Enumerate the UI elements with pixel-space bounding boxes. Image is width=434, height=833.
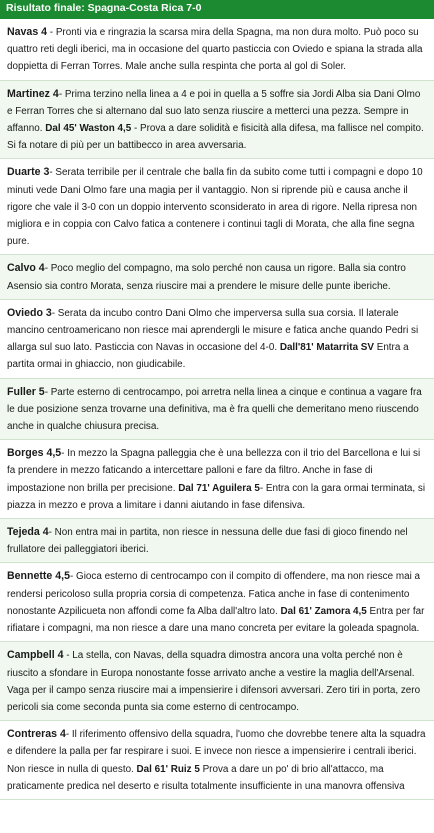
player-comment: - Pronti via e ringrazia la scarsa mira della Spagna, ma non dura molto. Può poco su quattro reti degli iberici, ma in occasione del quarto pasticcia con Oviedo e spiana la strada alla doppietta di Ferran Torres. Male anche sulla respinta che porta al gol di Soler.	[7, 27, 423, 73]
player-name-rating: Contreras 4	[7, 728, 66, 741]
player-comment: - Gioca esterno di centrocampo con il compito di offendere, ma non riesce mai a rendersi pericoloso sulla propria corsia di competenza. Fatica anche in fase di contenimento nonostante Azpilicueta non affondi come fa Alba dall'altro lato.	[7, 571, 421, 617]
player-comment: - Serata terribile per il centrale che balla fin da subito come tutti i compagni e dopo 10 minuti vede Dani Olmo fare una magia per il vantaggio. Non si riprende più e causa anche il rigore che vale il 3-0 con un doppio intervento sconsiderato in area di rigore. Nella ripresa non migliora e in coppia con Calvo fatica a contenere i continui tagli di Morata, che alla fine segna pure.	[7, 167, 423, 248]
player-comment: - Parte esterno di centrocampo, poi arretra nella linea a cinque e continua a vagare fra le due posizione senza trovarne una definitiva, ma è fra quelli che demeritano meno riuscendo anche in qualche chiusura precisa.	[7, 386, 422, 433]
substitute-name-rating: Dal 71' Aguilera 5	[178, 482, 260, 494]
player-comment: - Poco meglio del compagno, ma solo perché non causa un rigore. Balla sia contro Asensio sia contro Morata, senza riuscire mai a prendere le misure delle punte iberiche.	[7, 263, 406, 292]
player-rating-item	[0, 440, 434, 519]
player-rating-item	[0, 159, 434, 255]
player-name-rating: Oviedo 3	[7, 306, 52, 319]
player-rating-item	[0, 379, 434, 441]
substitute-comment: Entra a partita ormai in ghiaccio, non giudicabile.	[7, 342, 409, 371]
player-rating-item	[0, 642, 434, 721]
player-name-rating: Campbell 4	[7, 649, 64, 662]
player-comment: - Il riferimento offensivo della squadra, l'uomo che dovrebbe tenere alta la squadra e difendere la palla per far respirare i suoi. E invece non riesce a impensierire i centrali iberici. Non riesce in nulla di questo.	[7, 729, 426, 775]
substitute-name-rating: Dall'81' Matarrita SV	[279, 342, 374, 354]
player-rating-item	[0, 519, 434, 563]
player-rating-item	[0, 81, 434, 160]
substitute-name-rating: Dal 61' Zamora 4,5	[280, 605, 367, 617]
player-name-rating: Fuller 5	[7, 385, 45, 398]
substitute-comment: Prova a dare un po' di brio all'attacco, ma praticamente predica nel deserto e risulta totalmente insufficiente in una manovra offensiva	[7, 763, 405, 792]
player-rating-item	[0, 255, 434, 299]
player-rating-item	[0, 563, 434, 642]
player-name-rating: Navas 4	[7, 26, 48, 38]
player-comment: - Serata da incubo contro Dani Olmo che imperversa sulla sua corsia. Il laterale mancino centroamericano non riesce mai aprendergli le misure e fatica anche quando Pedri si allarga sul suo lato. Pasticcia con Navas in occasione del 4-0.	[7, 307, 419, 354]
player-comment: - In mezzo la Spagna palleggia che è una bellezza con il trio del Barcellona e lui si fa prendere in mezzo faticando a intercettare palloni e fare da filtro. Anche in fase di impostazione non brilla per precisione.	[7, 448, 421, 494]
player-comment: - La stella, con Navas, della squadra dimostra ancora una volta perché non è riuscito a sfondare in Europa nonostante fosse arrivato anche a vestire la maglia dell'Arsenal. Vaga per il campo senza riuscire mai a impensierire i difensori avversari. Zero tiri in porta, zero pericoli sia come seconda punta sia come esterno di centrocampo.	[7, 650, 421, 713]
player-name-rating: Tejeda 4	[7, 526, 49, 539]
player-name-rating: Martinez 4	[7, 87, 59, 100]
player-name-rating: Duarte 3	[7, 166, 50, 179]
substitute-comment: - Entra con la gara ormai terminata, si piazza in mezzo e prova a limitare i danni aiutando in fase difensiva.	[7, 482, 426, 511]
substitute-name-rating: Dal 45' Waston 4,5	[45, 123, 132, 135]
player-rating-item	[0, 721, 434, 800]
player-name-rating: Bennette 4,5	[7, 570, 70, 583]
player-name-rating: Borges 4,5	[7, 447, 62, 460]
substitute-name-rating: Dal 61' Ruiz 5	[136, 763, 200, 775]
player-ratings-list	[0, 19, 434, 800]
player-rating-item	[0, 19, 434, 81]
player-name-rating: Calvo 4	[7, 262, 45, 275]
final-score-header: Risultato finale: Spagna-Costa Rica 7-0	[0, 0, 434, 19]
substitute-comment: Entra per far rifiatare i compagni, ma non riesce a dare una mano concreta per evitare la goleada spagnola.	[7, 605, 425, 635]
player-comment: - Prima terzino nella linea a 4 e poi in quella a 5 soffre sia Jordi Alba sia Dani Olmo e Ferran Torres che si alternano dal suo lato senza riuscire a metterci una pezza. Sempre in affanno.	[7, 88, 421, 135]
player-comment: - Non entra mai in partita, non riesce in nessuna delle due fasi di gioco finendo nel frullatore dei palleggiatori iberici.	[7, 527, 408, 556]
substitute-comment: - Prova a dare solidità e fisicità alla difesa, ma fallisce nel compito. Si fa notare di più per un battibecco in area avversaria.	[7, 123, 424, 152]
player-rating-item	[0, 300, 434, 379]
